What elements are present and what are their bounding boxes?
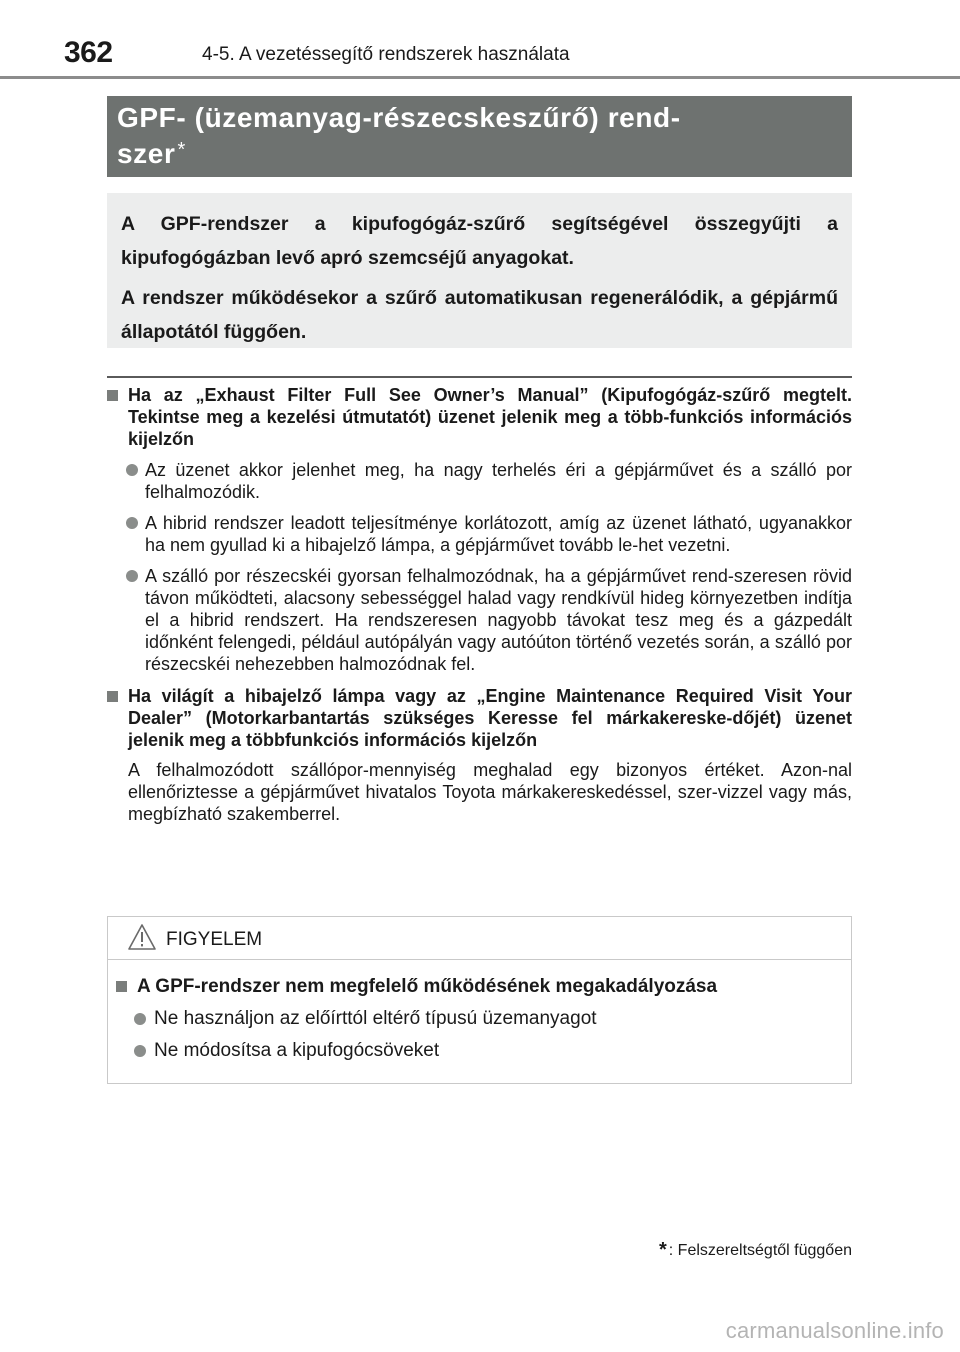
section-2-paragraph: A felhalmozódott szállópor-mennyiség meghalad egy bizonyos értéket. Azon-nal ellenőriztesse a gépjárművet hivatalos Toyota márkakereskedéssel, szer-vizzel vagy más, megbízható szakemberrel.	[128, 760, 852, 824]
circle-bullet-icon	[126, 570, 138, 582]
section-title-line2	[117, 136, 842, 172]
list-item-text: Ne használjon az előírttól eltérő típusú üzemanyagot	[154, 1008, 597, 1029]
section-heading-2	[107, 685, 852, 751]
asterisk-mark: *	[177, 139, 186, 161]
section-heading-1-text: Ha az „Exhaust Filter Full See Owner’s Manual” (Kipufogógáz-szűrő megtelt. Tekintse meg a kezelési útmutatót) üzenet jelenik meg a több-funkciós információs kijelzőn	[128, 385, 852, 449]
section-heading-2-text: Ha világít a hibajelző lámpa vagy az „Engine Maintenance Required Visit Your Dealer” (Motorkarbantartás szükséges Keresse fel márkakereske-dőjét) üzenet jelenik meg a többfunkciós információs kijelzőn	[128, 686, 852, 750]
warning-label: FIGYELEM	[166, 929, 263, 950]
warning-box	[107, 916, 852, 1084]
section-title-line2-text: szer	[117, 138, 176, 169]
warning-heading-text: A GPF-rendszer nem megfelelő működésének megakadályozása	[137, 976, 718, 997]
intro-paragraph-2: A rendszer működésekor a szűrő automatikusan regenerálódik, a gépjármű állapotától függően.	[121, 287, 838, 343]
list-item	[107, 512, 852, 556]
intro-paragraph-1: A GPF-rendszer a kipufogógáz-szűrő segítségével összegyűjti a kipufogógázban levő apró szemcséjű anyagokat.	[121, 213, 838, 269]
intro-box	[107, 193, 852, 348]
page-number: 362	[64, 36, 113, 69]
list-item	[108, 1007, 851, 1031]
footnote-text: : Felszereltségtől függően	[668, 1242, 852, 1259]
section-title	[107, 96, 852, 177]
content	[107, 384, 852, 825]
circle-bullet-icon	[126, 517, 138, 529]
chapter-title: 4-5. A vezetéssegítő rendszerek használata	[202, 44, 570, 65]
circle-bullet-icon	[134, 1013, 146, 1025]
circle-bullet-icon	[126, 464, 138, 476]
list-item-text: A szálló por részecskéi gyorsan felhalmozódnak, ha a gépjárművet rend-szeresen rövid távon működteti, alacsony sebességgel halad vagy rendkívül hideg környezetben indítja el a hibrid rendszert. Ha rendszeresen nagyobb távokat tesz meg és a gázpedált időnként felengedi, például autópályán vagy autóúton történő vezetés során, a szálló por részecskéi nehezebben halmozódnak fel.	[145, 566, 852, 674]
section-rule	[107, 376, 852, 378]
warning-triangle-icon	[127, 923, 157, 951]
spacer	[107, 675, 852, 685]
warning-body	[108, 975, 851, 1063]
list-item-text: Ne módosítsa a kipufogócsöveket	[154, 1040, 440, 1061]
watermark: carmanualsonline.info	[725, 1318, 944, 1343]
square-bullet-icon	[107, 691, 118, 702]
warning-header	[108, 917, 851, 960]
square-bullet-icon	[107, 390, 118, 401]
list-item	[107, 459, 852, 503]
list-item	[107, 565, 852, 675]
list-item-text: A hibrid rendszer leadott teljesítménye korlátozott, amíg az üzenet látható, ugyanakkor ha nem gyullad ki a hibajelző lámpa, a gépjárművet tovább le-het vezetni.	[145, 513, 852, 555]
header-rule	[0, 76, 960, 79]
section-title-line1: GPF- (üzemanyag-részecskeszűrő) rend-	[117, 102, 681, 133]
warning-heading	[110, 975, 851, 999]
list-item	[108, 1039, 851, 1063]
list-item-text: Az üzenet akkor jelenhet meg, ha nagy terhelés éri a gépjárművet és a szálló por felhalmozódik.	[145, 460, 852, 502]
asterisk-icon: *	[658, 1239, 667, 1261]
section-heading-1	[107, 384, 852, 450]
circle-bullet-icon	[134, 1045, 146, 1057]
square-bullet-icon	[116, 981, 127, 992]
footnote	[659, 1239, 852, 1262]
